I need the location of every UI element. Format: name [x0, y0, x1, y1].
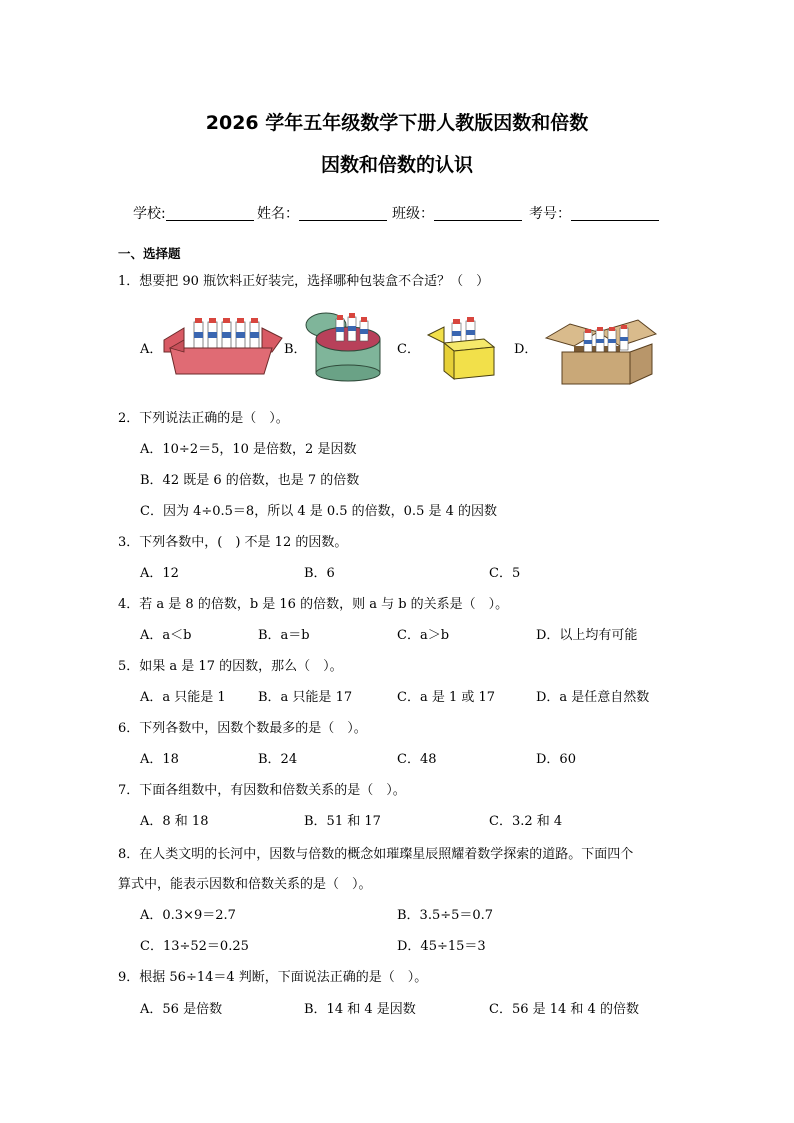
question-4: 4．若 a 是 8 的倍数，b 是 16 的倍数，则 a 与 b 的关系是（ ）。 [118, 597, 509, 612]
page-title: 2026 学年五年级数学下册人教版因数和倍数 [205, 112, 589, 134]
q3-option-a[interactable]: A．12 [140, 566, 179, 581]
name-field [257, 203, 387, 223]
q9-option-a[interactable]: A．56 是倍数 [140, 1002, 223, 1017]
exam-no-blank[interactable] [571, 205, 659, 221]
q3-option-b[interactable]: B．6 [304, 566, 335, 581]
q1-option-c-label: C． [397, 342, 420, 357]
green-round-box-image [302, 303, 386, 383]
q1-option-b-label: B． [284, 342, 307, 357]
name-label: 姓名： [257, 206, 299, 222]
cardboard-box-image [540, 312, 664, 388]
exam-no-field [529, 203, 659, 223]
q9-option-c[interactable]: C．56 是 14 和 4 的倍数 [489, 1002, 639, 1017]
exam-no-label: 考号： [529, 206, 571, 222]
q8-option-d[interactable]: D．45÷15＝3 [397, 939, 486, 954]
question-3: 3．下列各数中，( ) 不是 12 的因数。 [118, 535, 348, 550]
class-blank[interactable] [434, 205, 522, 221]
q8-option-a[interactable]: A．0.3×9＝2.7 [140, 908, 236, 923]
q5-option-a[interactable]: A．a 只能是 1 [140, 690, 226, 705]
yellow-box-image [418, 313, 500, 383]
q2-option-c[interactable]: C．因为 4÷0.5＝8，所以 4 是 0.5 的倍数，0.5 是 4 的因数 [140, 504, 498, 519]
question-7: 7．下面各组数中，有因数和倍数关系的是（ ）。 [118, 783, 406, 798]
q4-option-a[interactable]: A．a＜b [140, 628, 192, 643]
name-blank[interactable] [299, 205, 387, 221]
question-8-line-1: 8．在人类文明的长河中，因数与倍数的概念如璀璨星辰照耀着数学探索的道路。下面四个 [118, 847, 634, 862]
q6-option-d[interactable]: D．60 [536, 752, 576, 767]
class-label: 班级： [392, 206, 434, 222]
q4-option-c[interactable]: C．a＞b [397, 628, 450, 643]
red-box-image [160, 312, 286, 380]
q2-option-b[interactable]: B．42 既是 6 的倍数，也是 7 的倍数 [140, 473, 360, 488]
question-2: 2．下列说法正确的是（ ）。 [118, 411, 289, 426]
q5-option-c[interactable]: C．a 是 1 或 17 [397, 690, 496, 705]
q8-option-c[interactable]: C．13÷52＝0.25 [140, 939, 249, 954]
class-field [392, 203, 522, 223]
q8-option-b[interactable]: B．3.5÷5＝0.7 [397, 908, 494, 923]
q7-option-b[interactable]: B．51 和 17 [304, 814, 381, 829]
page-subtitle: 因数和倍数的认识 [320, 154, 473, 176]
q9-option-b[interactable]: B．14 和 4 是因数 [304, 1002, 416, 1017]
school-blank[interactable] [166, 205, 254, 221]
q1-option-d-label: D． [514, 342, 538, 357]
q1-option-a-label: A． [140, 342, 163, 357]
question-8-line-2: 算式中，能表示因数和倍数关系的是（ ）。 [118, 877, 372, 892]
question-9: 9．根据 56÷14＝4 判断，下面说法正确的是（ ）。 [118, 970, 428, 985]
question-6: 6．下列各数中，因数个数最多的是（ ）。 [118, 721, 367, 736]
q7-option-a[interactable]: A．8 和 18 [140, 814, 209, 829]
section-heading: 一、选择题 [118, 246, 181, 261]
q6-option-a[interactable]: A．18 [140, 752, 179, 767]
q4-option-b[interactable]: B．a＝b [258, 628, 310, 643]
q4-option-d[interactable]: D．以上均有可能 [536, 628, 638, 643]
school-field [133, 203, 254, 223]
question-1: 1．想要把 90 瓶饮料正好装完，选择哪种包装盒不合适？（ ） [118, 274, 490, 289]
q6-option-b[interactable]: B．24 [258, 752, 298, 767]
q7-option-c[interactable]: C．3.2 和 4 [489, 814, 563, 829]
school-label: 学校: [133, 206, 166, 222]
question-5: 5．如果 a 是 17 的因数，那么（ ）。 [118, 659, 343, 674]
q6-option-c[interactable]: C．48 [397, 752, 437, 767]
q3-option-c[interactable]: C．5 [489, 566, 521, 581]
q5-option-b[interactable]: B．a 只能是 17 [258, 690, 353, 705]
q2-option-a[interactable]: A．10÷2＝5，10 是倍数，2 是因数 [140, 442, 357, 457]
q5-option-d[interactable]: D．a 是任意自然数 [536, 690, 650, 705]
